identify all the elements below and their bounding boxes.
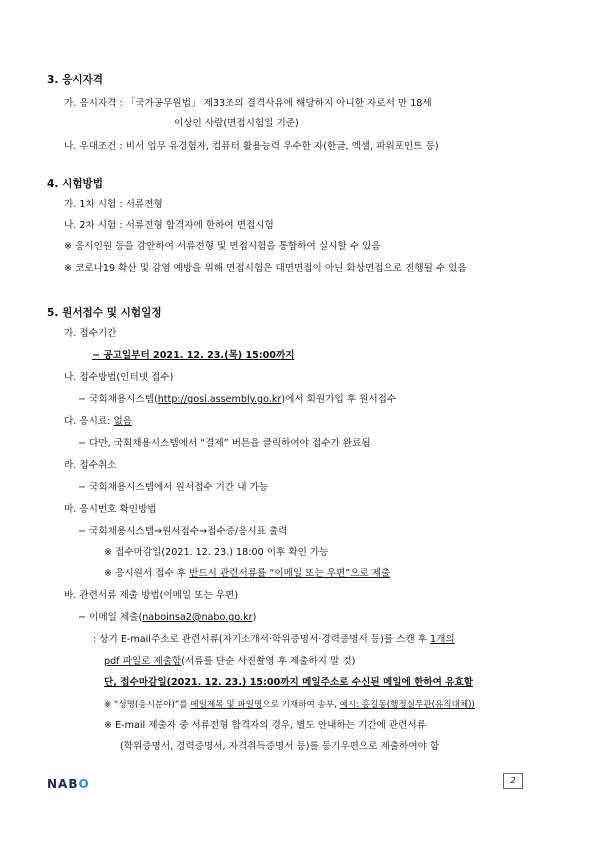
email-desc-1-emphasis: 1개의 [430, 634, 455, 645]
application-period-title: 가. 접수기간 [64, 328, 117, 339]
email-note-1-prefix: ※ “성명(응시분야)”를 [104, 700, 191, 710]
email-submission [78, 611, 256, 625]
cancel-detail: − 국회채용시스템에서 원서접수 기간 내 가능 [78, 482, 269, 493]
application-method-prefix: − 국회채용시스템( [78, 394, 158, 405]
email-submission-prefix: − 이메일 제출( [78, 612, 143, 623]
documents-submission-title: 바. 관련서류 제출 방법(이메일 또는 우편) [64, 590, 239, 601]
application-fee [64, 415, 132, 429]
application-method-title: 나. 접수방법(인터넷 접수) [64, 372, 174, 383]
preference-item: 나. 우대조건 : 비서 업무 유경험자, 컴퓨터 활용능력 우수한 자(한글, 엑셀, 파워포인트 등) [64, 141, 439, 152]
email-submission-suffix: ) [252, 612, 257, 623]
exam-stage-1: 가. 1차 시험 : 서류전형 [64, 199, 163, 210]
assembly-recruitment-link[interactable]: http://gosi.assembly.go.kr [157, 394, 282, 405]
exam-number-note-2-prefix: ※ 응시원서 접수 후 [104, 568, 190, 579]
application-fee-label: 다. 응시료: [64, 416, 114, 427]
email-note-2-continued: (학위증명서, 경력증명서, 자격취득증명서 등)를 등기우편으로 제출하여야 함 [120, 741, 440, 752]
nabo-logo [47, 777, 90, 791]
email-desc-2-text: (서류를 단순 사진촬영 후 제출하지 말 것) [181, 656, 356, 667]
section-3-heading: 3. 응시자격 [47, 74, 104, 86]
application-method-detail [78, 393, 396, 407]
email-note-2: ※ E-mail 제출자 중 서류전형 합격자의 경우, 별도 안내하는 기간에 관련서류 [104, 720, 426, 731]
qualification-item-continued: 이상인 사람(면접시험일 기준) [174, 118, 299, 129]
exam-stage-2: 나. 2차 시험 : 서류전형 합격자에 한하여 면접시험 [64, 220, 274, 231]
section-5-heading: 5. 원서접수 및 시험일정 [47, 307, 162, 319]
section-4-heading: 4. 시험방법 [47, 178, 104, 190]
email-submission-desc-2 [104, 655, 355, 669]
page-number: 2 [503, 773, 523, 789]
application-method-suffix: )에서 회원가입 후 원서접수 [281, 394, 397, 405]
nabo-logo-o: O [78, 777, 90, 791]
email-note-1-emphasis-2: 예시: 홍길동(행정실무관(유직대체)) [339, 700, 475, 710]
application-period-detail: − 공고일부터 2021. 12. 23.(목) 15:00까지 [92, 350, 295, 361]
exam-number-note-1: ※ 접수마감일(2021. 12. 23.) 18:00 이후 확인 가능 [104, 547, 329, 558]
exam-number-title: 마. 응시번호 확인방법 [64, 504, 157, 515]
application-fee-detail: − 다만, 국회채용시스템에서 “결제” 버튼을 클릭하여야 접수가 완료됨 [78, 438, 371, 449]
exam-number-note-2-emphasis: 반드시 관련서류를 “이메일 또는 우편”으로 제출 [189, 568, 391, 579]
exam-number-note-2 [104, 567, 390, 581]
email-note-1-emphasis-1: 메일제목 및 파일명 [190, 700, 263, 710]
exam-note-2: ※ 코로나19 확산 및 감염 예방을 위해 면접시험은 대면면접이 아닌 화상면접으로 진행될 수 있음 [64, 263, 467, 274]
email-desc-1-text: : 상기 E-mail주소로 관련서류(자기소개서·학위증명서·경력증명서 등)를 스캔 후 [93, 634, 431, 645]
qualification-item: 가. 응시자격 : 「국가공무원법」 제33조의 결격사유에 해당하지 아니한 자로서 만 18세 [64, 98, 432, 109]
application-fee-value: 없음 [113, 416, 132, 427]
email-note-1-mid: 으로 기재하여 송부, [262, 700, 340, 710]
exam-number-detail: − 국회채용시스템→원서접수→접수증/응시표 출력 [78, 526, 288, 537]
exam-note-1: ※ 응시인원 등을 감안하여 서류전형 및 면접시험을 통합하여 실시할 수 있음 [64, 241, 381, 252]
email-desc-2-emphasis: pdf 파일로 제출함 [104, 656, 182, 667]
email-deadline: 단, 접수마감일(2021. 12. 23.) 15:00까지 메일주소로 수신된 메일에 한하여 유효함 [104, 677, 474, 688]
nabo-logo-text: NAB [47, 777, 79, 791]
email-note-1 [104, 698, 475, 712]
cancel-title: 라. 접수취소 [64, 460, 117, 471]
submission-email-link[interactable]: naboinsa2@nabo.go.kr [142, 612, 253, 623]
email-submission-desc-1 [93, 633, 455, 647]
